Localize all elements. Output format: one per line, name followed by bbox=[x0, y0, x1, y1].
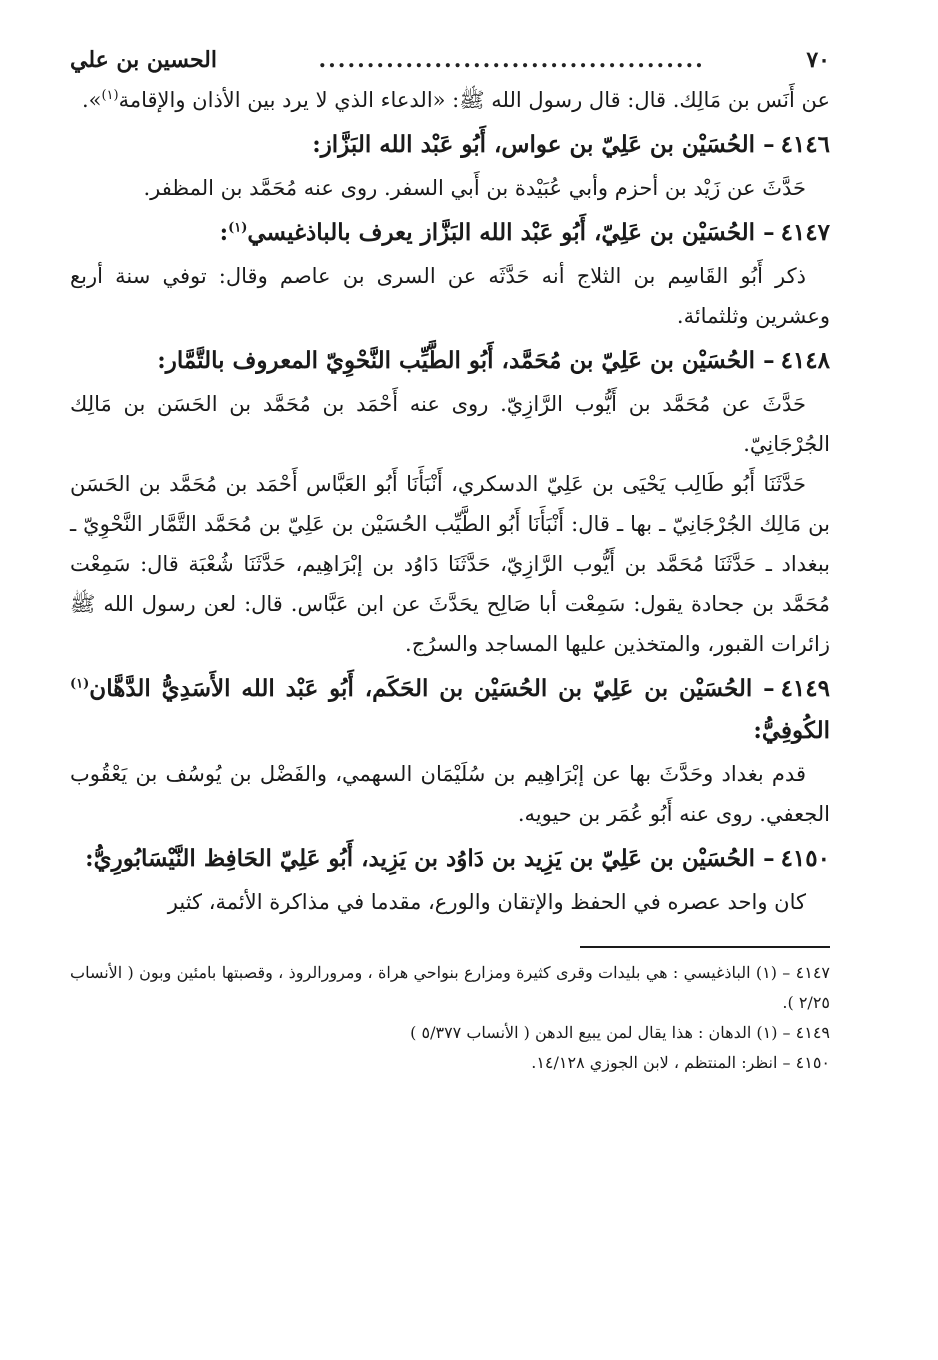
entry-4149 bbox=[70, 668, 830, 834]
entry-number: ٤١٤٦ bbox=[780, 131, 830, 158]
entry-paragraph: حَدَّثَ عن زَيْد بن أحزم وأبي عُبَيْدة بن أَبي السفر. روى عنه مُحَمَّد بن المظفر. bbox=[143, 176, 806, 200]
entry-paragraph: قدم بغداد وحَدَّثَ بها عن إبْرَاهِيم بن سُلَيْمَان السهمي، والفَضْل بن يُوسُف بن يَعْقُوب الجعفي. روى عنه أَبُو عُمَر بن حيويه. bbox=[70, 762, 830, 826]
book-page bbox=[70, 40, 830, 1320]
entry-title-tail: الكُوفِيُّ: bbox=[753, 717, 830, 744]
entry-paragraph: كان واحد عصره في الحفظ والإتقان والورع، مقدما في مذاكرة الأئمة، كثير bbox=[167, 890, 806, 914]
running-title: الحسين بن علي bbox=[70, 47, 217, 73]
entry-paragraph: ذكر أَبُو القَاسِم بن الثلاج أنه حَدَّثَه عن السرى بن عاصم وقال: توفي سنة أربع وعشرين وثلثمائة. bbox=[70, 264, 830, 328]
entry-heading bbox=[70, 124, 830, 166]
entry-heading bbox=[70, 838, 830, 880]
entry-paragraph: حَدَّثَنَا أَبُو طَالِب يَحْيَى بن عَلِيّ الدسكري، أَنْبَأَنَا أَبُو العَبَّاس أَحْمَد بن مُحَمَّد بن الحَسَن بن مَالِك الجُرْجَانِيّ ـ بها ـ قال: أَنْبَأَنَا أَبُو الطَّيِّب الحُسَيْن بن عَلِيّ بن مُحَمَّد التَّمَّار النَّحْوِيّ ـ ببغداد ـ حَدَّثَنَا مُحَمَّد بن أَيُّوب الرَّازِيّ، حَدَّثَنَا دَاوُد بن إبْرَاهِيم، حَدَّثَنَا شُعْبَة قال: سَمِعْت مُحَمَّد بن جحادة يقول: سَمِعْت أبا صَالِح يحَدَّثَ عن ابن عَبَّاس. قال: لعن رسول الله ﷺ زائرات القبور، والمتخذين عليها المساجد والسرُج. bbox=[70, 472, 830, 656]
continuation-paragraph bbox=[70, 80, 830, 120]
running-head bbox=[70, 40, 830, 80]
entry-number: ٤١٤٧ bbox=[780, 219, 830, 246]
footnote-separator bbox=[580, 946, 830, 948]
footnote-marker: (١) bbox=[70, 676, 90, 692]
entry-number: ٤١٤٨ bbox=[780, 347, 830, 374]
entry-4150 bbox=[70, 838, 830, 922]
entry-heading bbox=[70, 668, 830, 752]
entry-title: – الحُسَيْن بن عَلِيّ بن مُحَمَّد، أَبُو الطَّيِّب النَّحْوِيّ المعروف بالتَّمَّار: bbox=[157, 347, 775, 374]
page-number: ٧٠ bbox=[806, 47, 830, 73]
entry-title: – الحُسَيْن بن عَلِيّ بن يَزِيد بن دَاوُد بن يَزِيد، أَبُو عَلِيّ الحَافِظ النَّيْسَابُورِيُّ: bbox=[85, 845, 775, 872]
entry-title: – الحُسَيْن بن عَلِيّ، أَبُو عَبْد الله البَزَّاز يعرف بالباذغيسي bbox=[247, 219, 775, 246]
entry-title-tail: : bbox=[219, 219, 229, 246]
entry-paragraph: حَدَّثَ عن مُحَمَّد بن أَيُّوب الرَّازِيّ. روى عنه أَحْمَد بن مُحَمَّد بن الحَسَن بن مَالِك الجُرْجَانِيّ. bbox=[70, 392, 830, 456]
entry-4148 bbox=[70, 340, 830, 664]
entry-title: – الحُسَيْن بن عَلِيّ بن الحُسَيْن بن الحَكَم، أَبُو عَبْد الله الأَسَدِيُّ الدَّهَّان bbox=[89, 675, 775, 702]
footnote: ٤١٥٠ – انظر: المنتظم ، لابن الجوزي ١٤/١٢٨. bbox=[531, 1053, 830, 1072]
footnote: ٤١٤٩ – (١) الدهان : هذا يقال لمن يبيع الدهن ( الأنساب ٥/٣٧٧ ) bbox=[410, 1023, 830, 1042]
continuation-text: عن أَنَس بن مَالِك. قال: قال رسول الله ﷺ: «الدعاء الذي لا يرد بين الأذان والإقامة bbox=[118, 88, 830, 112]
footnote: ٤١٤٧ – (١) الباذغيسي : هي بليدات وقرى كثيرة ومزارع بنواحي هراة ، ومرورالروذ ، وقصبتها بامئين وبون ( الأنساب ٢/٢٥ ). bbox=[70, 963, 830, 1012]
entry-heading bbox=[70, 212, 830, 254]
entry-4146 bbox=[70, 124, 830, 208]
footnote-marker: (١) bbox=[101, 88, 119, 103]
entry-heading bbox=[70, 340, 830, 382]
entry-title: – الحُسَيْن بن عَلِيّ بن عواس، أَبُو عَبْد الله البَزَّاز: bbox=[312, 131, 775, 158]
entry-number: ٤١٥٠ bbox=[780, 845, 830, 872]
entry-4147 bbox=[70, 212, 830, 336]
footnote-marker: (١) bbox=[228, 220, 248, 236]
leader-dots: ........................................ bbox=[318, 47, 705, 73]
continuation-tail: ». bbox=[81, 88, 102, 112]
entry-number: ٤١٤٩ bbox=[780, 675, 830, 702]
footnotes bbox=[70, 958, 830, 1078]
